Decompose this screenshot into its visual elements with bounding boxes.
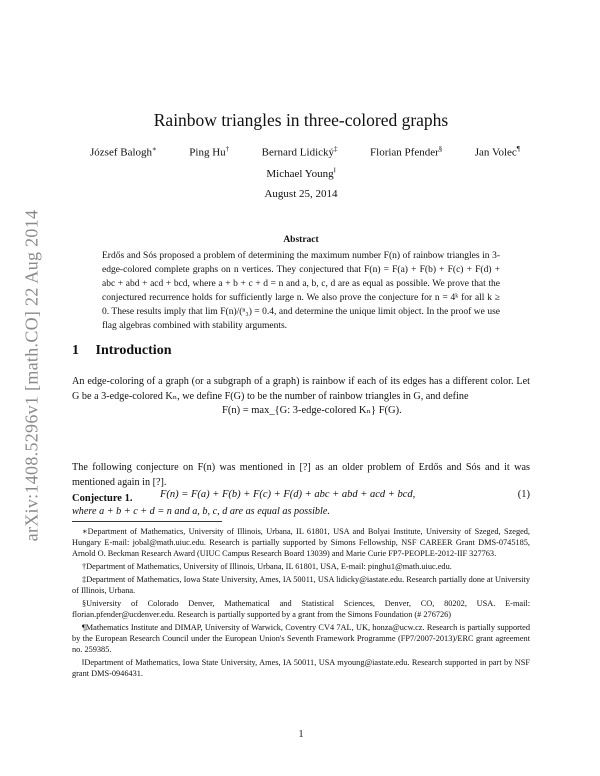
author-name: Bernard Lidický‡ <box>261 145 338 159</box>
conjecture-condition: where a + b + c + d = n and a, b, c, d are as equal as possible. <box>72 506 330 517</box>
conjecture-equation: F(n) = F(a) + F(b) + F(c) + F(d) + abc + abd + acd + bcd, <box>160 489 416 500</box>
footnote: †Department of Mathematics, University of Illinois, Urbana, IL 61801, USA, E-mail: pinghu1@math.uiuc.edu. <box>82 562 452 571</box>
conjecture-label: Conjecture 1. <box>72 493 133 504</box>
author-list <box>90 145 520 159</box>
paper-date: August 25, 2014 <box>264 188 338 200</box>
author-name: József Balogh∗ <box>90 145 157 159</box>
paper-title: Rainbow triangles in three-colored graphs <box>153 110 449 130</box>
footnote: ∗Department of Mathematics, University of Illinois, Urbana, IL 61801, USA and Bolyai Institute, University of Szeged, Szeged, Hungary E-mail: jobal@math.uiuc.edu. Research is partially supported by Simons Fellowship, NSF CAREER Grant DMS-0745185, Arnold O. Beckman Research Award (UIUC Campus Research Board 13039) and Marie Curie FP7-PEOPLE-2012-IIF 327763. <box>72 527 530 558</box>
author-name: Jan Volec¶ <box>474 145 520 159</box>
arxiv-identifier: arXiv:1408.5296v1 [math.CO] 22 Aug 2014 <box>21 209 42 541</box>
section-title: Introduction <box>95 343 172 358</box>
footnote: ‖Department of Mathematics, Iowa State University, Ames, IA 50011, USA myoung@iastate.edu. Research supported in part by NSF grant DMS-0946431. <box>72 658 530 678</box>
footnote: ¶Mathematics Institute and DIMAP, University of Warwick, Coventry CV4 7AL, UK, honza@ucw.cz. Research is partially supported by the European Research Council under the European Union's Seventh Framework Programme (FP7/2007-2013)/ERC grant agreement no. 259385. <box>72 623 530 654</box>
author-name: Florian Pfender§ <box>370 145 443 159</box>
arxiv-sidebar-stamp <box>15 190 49 560</box>
page-number: 1 <box>298 729 304 740</box>
intro-paragraph: An edge-coloring of a graph (or a subgraph of a graph) is rainbow if each of its edges has a different color. Let G be a 3-edge-colored Kₙ, we define F(G) to be the number of rainbow triangles in G, and define <box>72 376 530 402</box>
conjecture-intro-paragraph: The following conjecture on F(n) was mentioned in [?] as an older problem of Erdős and Sós and it was mentioned again in [?]. <box>72 462 530 488</box>
author-name: Michael Young‖ <box>266 166 336 180</box>
footnote: ‡Department of Mathematics, Iowa State University, Ames, IA 50011, USA lidicky@iastate.edu. Research partially done at University of Illinois, Urbana. <box>72 575 530 595</box>
definition-formula: F(n) = max_{G: 3-edge-colored Kₙ} F(G). <box>222 405 402 416</box>
footnote: §University of Colorado Denver, Mathematical and Statistical Sciences, Denver, CO, 80202, USA. E-mail: florian.pfender@ucdenver.edu. Research is partially supported by a grant from the Simons Foundation (# 276726) <box>72 599 530 619</box>
author-name: Ping Hu† <box>189 145 230 159</box>
abstract-heading: Abstract <box>283 235 319 245</box>
footnote-rule <box>72 521 222 522</box>
footnotes <box>72 526 530 681</box>
equation-number: (1) <box>517 489 530 500</box>
section-number: 1 <box>72 343 79 358</box>
abstract-text: Erdős and Sós proposed a problem of determining the maximum number F(n) of rainbow triangles in 3-edge-colored complete graphs on n vertices. They conjectured that F(n) = F(a) + F(b) + F(c) + F(d) + abc + abd + acd + bcd, where a + b + c + d = n and a, b, c, d are as equal as possible. We prove that the conjectured recurrence holds for sufficiently large n. We also prove the conjecture for n = 4ᵏ for all k ≥ 0. These results imply that lim F(n)/(ⁿ₃) = 0.4, and determine the unique limit object. In the proof we use flag algebras combined with stability arguments. <box>102 251 500 331</box>
section-heading <box>72 343 171 359</box>
author-list-line-2 <box>72 166 530 180</box>
